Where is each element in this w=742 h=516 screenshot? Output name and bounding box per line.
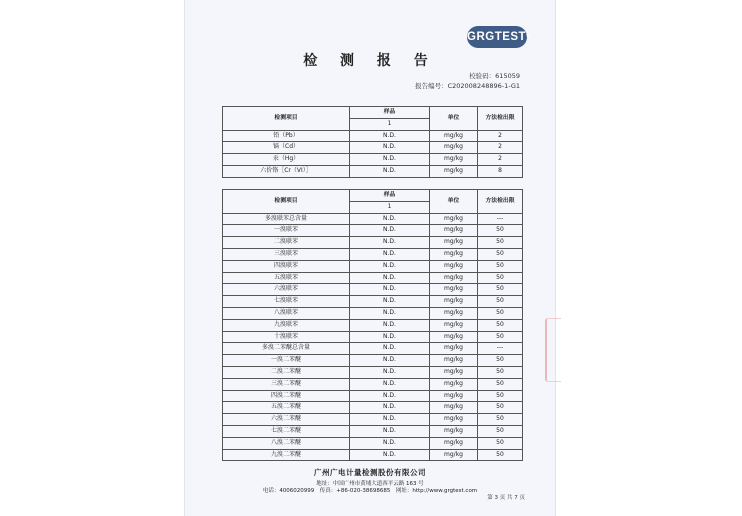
table-row [223, 343, 523, 355]
cell-unit: mg/kg [430, 248, 478, 260]
heavy-metals-table [222, 106, 523, 178]
header-unit: 单位 [430, 107, 478, 131]
cell-mdl: 50 [478, 284, 523, 296]
cell-value: N.D. [350, 414, 430, 426]
report-title: 检 测 报 告 [303, 53, 437, 69]
logo-text: GRGTEST [467, 31, 527, 43]
cell-unit: mg/kg [430, 154, 478, 166]
cell-item: 一溴二苯醚 [223, 355, 350, 367]
cell-unit: mg/kg [430, 437, 478, 449]
header-unit: 单位 [430, 190, 478, 214]
cell-item: 四溴联苯 [223, 260, 350, 272]
cell-value: N.D. [350, 437, 430, 449]
cell-unit: mg/kg [430, 225, 478, 237]
cell-mdl: 50 [478, 248, 523, 260]
cell-item: 五溴二苯醚 [223, 402, 350, 414]
cell-mdl: 2 [478, 142, 523, 154]
cell-unit: mg/kg [430, 237, 478, 249]
company-contact: 电话：4006020999 传真：+86-020-38698685 网址：http://www.grgtest.com [262, 488, 478, 494]
table-row [223, 165, 523, 177]
header-mdl: 方法检出限 [478, 190, 523, 214]
cell-mdl: 50 [478, 272, 523, 284]
cell-item: 十溴联苯 [223, 331, 350, 343]
cell-mdl: 50 [478, 225, 523, 237]
cell-mdl: 50 [478, 260, 523, 272]
cell-value: N.D. [350, 248, 430, 260]
table-row [223, 284, 523, 296]
cell-item: 六溴二苯醚 [223, 414, 350, 426]
cell-mdl: 50 [478, 319, 523, 331]
cell-unit: mg/kg [430, 343, 478, 355]
table-row [223, 225, 523, 237]
cell-item: 三溴二苯醚 [223, 378, 350, 390]
cell-value: N.D. [350, 307, 430, 319]
cell-item: 二溴联苯 [223, 237, 350, 249]
cell-item: 七溴二苯醚 [223, 425, 350, 437]
table-row [223, 130, 523, 142]
header-sample: 样品 [350, 107, 430, 119]
cell-value: N.D. [350, 130, 430, 142]
header-sample: 样品 [350, 190, 430, 202]
cell-unit: mg/kg [430, 355, 478, 367]
cell-value: N.D. [350, 272, 430, 284]
table-row [223, 355, 523, 367]
company-name: 广州广电计量检测股份有限公司 [314, 468, 426, 477]
cell-mdl: 50 [478, 402, 523, 414]
cell-unit: mg/kg [430, 307, 478, 319]
company-address: 地址：中国广州市黄埔大道西平云路 163 号 [316, 481, 424, 487]
grgtest-logo [467, 26, 531, 48]
cell-item: 二溴二苯醚 [223, 366, 350, 378]
cell-unit: mg/kg [430, 130, 478, 142]
flame-retardants-table [222, 189, 523, 461]
cell-value: N.D. [350, 154, 430, 166]
cell-unit: mg/kg [430, 260, 478, 272]
cell-value: N.D. [350, 260, 430, 272]
cell-item: 九溴联苯 [223, 319, 350, 331]
table-row [223, 154, 523, 166]
table-row [223, 142, 523, 154]
table-row [223, 213, 523, 225]
cell-mdl: 2 [478, 130, 523, 142]
table-row [223, 390, 523, 402]
cell-item: 四溴二苯醚 [223, 390, 350, 402]
cell-mdl: --- [478, 213, 523, 225]
header-sample-no: 1 [350, 118, 430, 130]
cell-value: N.D. [350, 366, 430, 378]
report-page [184, 0, 556, 516]
cell-item: 多溴联苯总含量 [223, 213, 350, 225]
cell-value: N.D. [350, 425, 430, 437]
table-row [223, 331, 523, 343]
cell-mdl: 50 [478, 296, 523, 308]
cell-item: 八溴联苯 [223, 307, 350, 319]
cell-mdl: 50 [478, 390, 523, 402]
cell-item: 多溴二苯醚总含量 [223, 343, 350, 355]
check-code: 校验码：615059 [469, 72, 520, 80]
cell-unit: mg/kg [430, 425, 478, 437]
cell-value: N.D. [350, 343, 430, 355]
cell-mdl: 8 [478, 165, 523, 177]
table-row [223, 237, 523, 249]
cell-value: N.D. [350, 319, 430, 331]
cell-value: N.D. [350, 355, 430, 367]
cell-value: N.D. [350, 165, 430, 177]
cell-mdl: --- [478, 343, 523, 355]
table-row [223, 366, 523, 378]
cell-value: N.D. [350, 402, 430, 414]
header-item: 检测项目 [223, 107, 350, 131]
cell-item: 六溴联苯 [223, 284, 350, 296]
cell-value: N.D. [350, 225, 430, 237]
cell-value: N.D. [350, 284, 430, 296]
cell-mdl: 2 [478, 154, 523, 166]
cell-unit: mg/kg [430, 449, 478, 461]
cell-value: N.D. [350, 237, 430, 249]
cell-item: 六价铬［Cr（VI）］ [223, 165, 350, 177]
cell-unit: mg/kg [430, 414, 478, 426]
cell-item: 镉（Cd） [223, 142, 350, 154]
cell-value: N.D. [350, 331, 430, 343]
table-row [223, 296, 523, 308]
cell-mdl: 50 [478, 414, 523, 426]
table-row [223, 319, 523, 331]
cell-mdl: 50 [478, 237, 523, 249]
cell-mdl: 50 [478, 437, 523, 449]
header-mdl: 方法检出限 [478, 107, 523, 131]
cell-unit: mg/kg [430, 142, 478, 154]
cell-item: 铅（Pb） [223, 130, 350, 142]
table-row [223, 307, 523, 319]
page-number: 第 3 页 共 7 页 [487, 495, 525, 501]
cell-value: N.D. [350, 390, 430, 402]
table-row [223, 437, 523, 449]
header-item: 检测项目 [223, 190, 350, 214]
cell-mdl: 50 [478, 307, 523, 319]
cell-unit: mg/kg [430, 378, 478, 390]
table-row [223, 378, 523, 390]
cell-unit: mg/kg [430, 390, 478, 402]
cell-item: 五溴联苯 [223, 272, 350, 284]
table-row [223, 402, 523, 414]
header-sample-no: 1 [350, 201, 430, 213]
cell-value: N.D. [350, 449, 430, 461]
cell-mdl: 50 [478, 425, 523, 437]
cell-value: N.D. [350, 296, 430, 308]
cell-unit: mg/kg [430, 366, 478, 378]
flame-retardants-body [223, 213, 523, 461]
cell-unit: mg/kg [430, 213, 478, 225]
cell-unit: mg/kg [430, 402, 478, 414]
report-number: 报告编号：C202008248896-1-G1 [415, 82, 520, 90]
cell-unit: mg/kg [430, 272, 478, 284]
cell-item: 九溴二苯醚 [223, 449, 350, 461]
table-row [223, 272, 523, 284]
cell-item: 八溴二苯醚 [223, 437, 350, 449]
seal-stamp-edge [545, 318, 561, 382]
table-row [223, 248, 523, 260]
cell-item: 七溴联苯 [223, 296, 350, 308]
cell-unit: mg/kg [430, 331, 478, 343]
cell-mdl: 50 [478, 331, 523, 343]
cell-unit: mg/kg [430, 165, 478, 177]
cell-item: 汞（Hg） [223, 154, 350, 166]
cell-mdl: 50 [478, 378, 523, 390]
heavy-metals-body [223, 130, 523, 177]
cell-item: 三溴联苯 [223, 248, 350, 260]
cell-value: N.D. [350, 378, 430, 390]
logo-registered-mark: ® [526, 33, 531, 39]
cell-mdl: 50 [478, 366, 523, 378]
table-row [223, 260, 523, 272]
cell-value: N.D. [350, 142, 430, 154]
table-row [223, 449, 523, 461]
cell-unit: mg/kg [430, 296, 478, 308]
table-row [223, 425, 523, 437]
table-row [223, 414, 523, 426]
cell-item: 一溴联苯 [223, 225, 350, 237]
cell-mdl: 50 [478, 449, 523, 461]
cell-unit: mg/kg [430, 284, 478, 296]
cell-value: N.D. [350, 213, 430, 225]
cell-mdl: 50 [478, 355, 523, 367]
cell-unit: mg/kg [430, 319, 478, 331]
